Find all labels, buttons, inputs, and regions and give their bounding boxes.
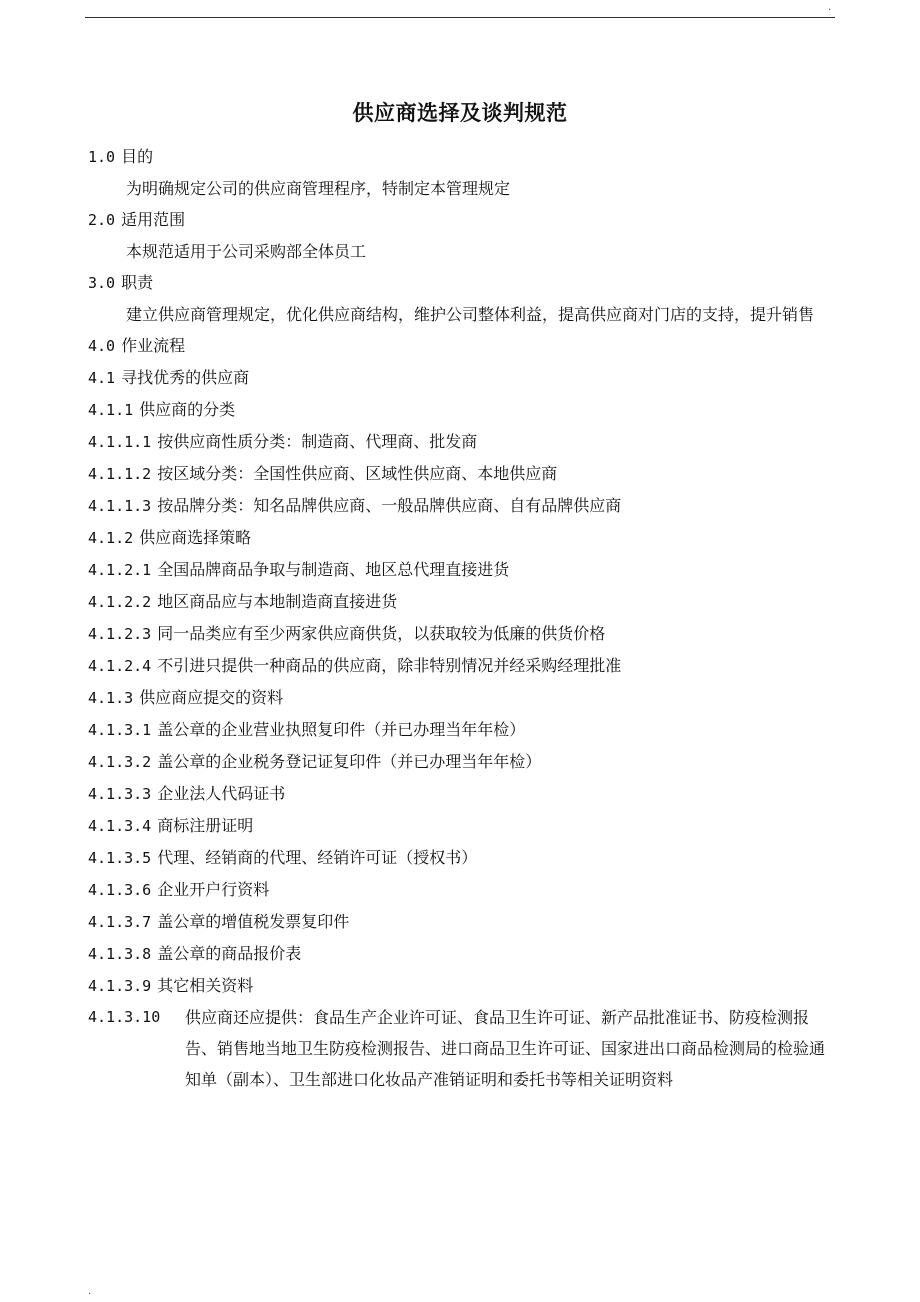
section-line: 4.1.3.9 其它相关资料 [88,976,254,995]
section-line: 4.1.3.10 供应商还应提供：食品生产企业许可证、食品卫生许可证、新产品批准证书、防疫检测报告、销售地当地卫生防疫检测报告、进口商品卫生许可证、国家进出口商品检测局的检验通知单（副本）、卫生部进口化妆品产准销证明和委托书等相关证明资料 [88,1008,826,1089]
section-line: 4.0 作业流程 [88,336,186,355]
section-line: 4.1.2.3 同一品类应有至少两家供应商供货，以获取较为低廉的供货价格 [88,624,606,643]
section-line: 4.1.3.6 企业开户行资料 [88,880,270,899]
document-body [88,141,838,1095]
section-line: 4.1 寻找优秀的供应商 [88,368,250,387]
section-body: 本规范适用于公司采购部全体员工 [126,242,367,261]
section-line: 4.1.2.4 不引进只提供一种商品的供应商，除非特别情况并经采购经理批准 [88,656,622,675]
section-line: 4.1.3.3 企业法人代码证书 [88,784,286,803]
section-line: 4.1.1.2 按区域分类：全国性供应商、区域性供应商、本地供应商 [88,464,558,483]
section-line: 4.1.1.1 按供应商性质分类：制造商、代理商、批发商 [88,432,478,451]
header-mark: . [828,2,832,13]
section-line: 3.0 职责 [88,273,154,292]
section-body: 建立供应商管理规定，优化供应商结构，维护公司整体利益，提高供应商对门店的支持，提升销售 [126,305,815,324]
footer-mark: . [88,1286,92,1297]
section-line: 4.1.2.1 全国品牌商品争取与制造商、地区总代理直接进货 [88,560,510,579]
section-line: 4.1.3.5 代理、经销商的代理、经销许可证（授权书） [88,848,478,867]
section-line: 4.1.1 供应商的分类 [88,400,236,419]
section-line: 4.1.3.2 盖公章的企业税务登记证复印件（并已办理当年年检） [88,752,542,771]
section-line: 4.1.3.8 盖公章的商品报价表 [88,944,302,963]
section-line: 4.1.3.7 盖公章的增值税发票复印件 [88,912,350,931]
header-rule [85,17,835,18]
section-line: 1.0 目的 [88,147,154,166]
section-line: 4.1.3.1 盖公章的企业营业执照复印件（并已办理当年年检） [88,720,526,739]
section-line: 4.1.1.3 按品牌分类：知名品牌供应商、一般品牌供应商、自有品牌供应商 [88,496,622,515]
section-line: 4.1.3.4 商标注册证明 [88,816,254,835]
section-line: 4.1.2 供应商选择策略 [88,528,252,547]
section-line: 4.1.3 供应商应提交的资料 [88,688,284,707]
section-line: 4.1.2.2 地区商品应与本地制造商直接进货 [88,592,398,611]
section-body: 为明确规定公司的供应商管理程序，特制定本管理规定 [126,179,511,198]
document-title: 供应商选择及谈判规范 [352,100,568,125]
section-line: 2.0 适用范围 [88,210,186,229]
